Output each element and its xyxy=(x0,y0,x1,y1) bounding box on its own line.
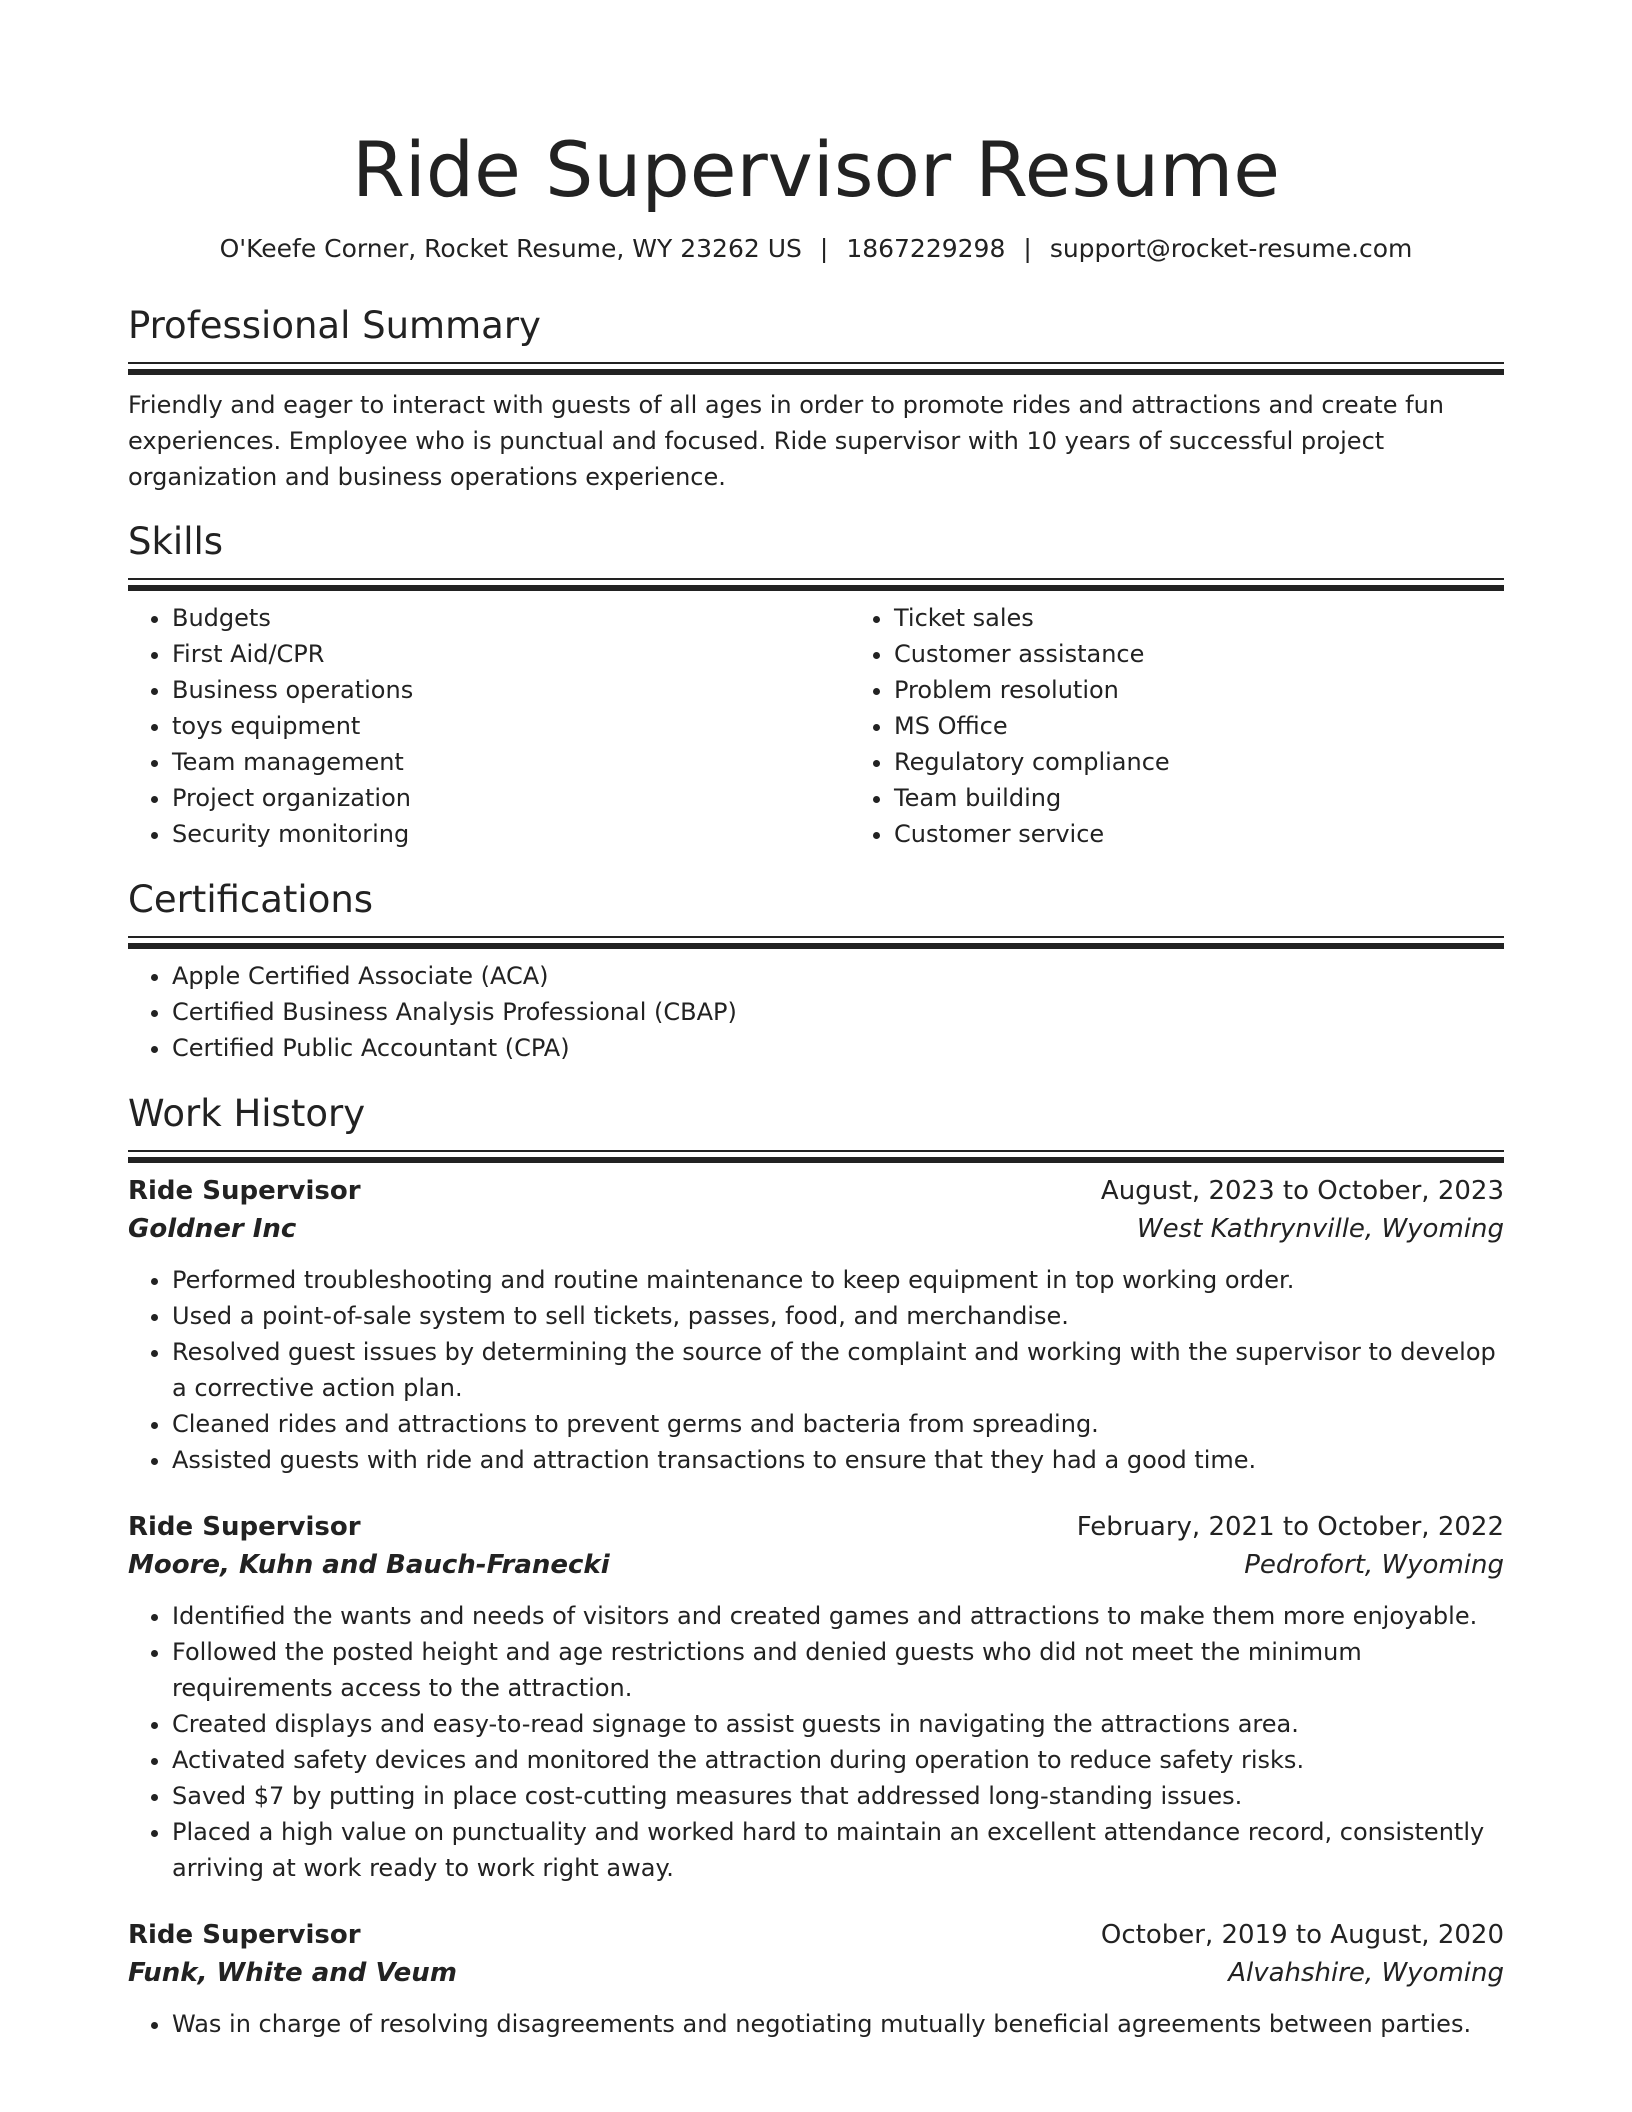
job-entry xyxy=(128,1916,1504,2042)
contact-separator: | xyxy=(819,234,829,263)
job-subheader xyxy=(128,1546,1504,1584)
skill-item: • toys equipment xyxy=(172,708,850,744)
summary-text: Friendly and eager to interact with guests of all ages in order to promote rides and attractions and create fun experiences. Employee who is punctual and focused. Ride supervisor with 10 years of successful project organization and business operations experience. xyxy=(128,391,1445,491)
job-subheader xyxy=(128,1210,1504,1248)
section-divider xyxy=(128,362,1504,374)
certifications-list xyxy=(128,958,1504,1066)
section-heading-skills: Skills xyxy=(128,520,224,563)
job-duty: • Assisted guests with ride and attraction transactions to ensure that they had a good time. xyxy=(172,1442,1504,1478)
section-divider xyxy=(128,936,1504,948)
job-duties xyxy=(128,2006,1504,2042)
job-duty: • Cleaned rides and attractions to prevent germs and bacteria from spreading. xyxy=(172,1406,1504,1442)
skill-item: • Regulatory compliance xyxy=(894,744,1572,780)
section-heading-summary: Professional Summary xyxy=(128,304,541,347)
job-duty: • Was in charge of resolving disagreements and negotiating mutually beneficial agreements between parties. xyxy=(172,2006,1504,2042)
section-heading-work-history: Work History xyxy=(128,1092,366,1135)
skill-item: • Business operations xyxy=(172,672,850,708)
job-duty: • Resolved guest issues by determining the source of the complaint and working with the supervisor to develop a corrective action plan. xyxy=(172,1334,1504,1406)
job-duties xyxy=(128,1598,1504,1886)
skill-item: • First Aid/CPR xyxy=(172,636,850,672)
summary-section xyxy=(128,302,1504,495)
job-duty: • Saved $7 by putting in place cost-cutting measures that addressed long-standing issues. xyxy=(172,1778,1504,1814)
job-subheader xyxy=(128,1954,1504,1992)
section-divider xyxy=(128,1150,1504,1162)
job-header xyxy=(128,1508,1504,1546)
job-dates: February, 2021 to October, 2022 xyxy=(1076,1512,1504,1542)
job-location: West Kathrynville, Wyoming xyxy=(1136,1214,1504,1244)
job-title: Ride Supervisor xyxy=(128,1176,361,1206)
certification-item: • Certified Business Analysis Professional (CBAP) xyxy=(172,994,1504,1030)
section-heading-certifications: Certifications xyxy=(128,878,374,921)
certification-item: • Certified Public Accountant (CPA) xyxy=(172,1030,1504,1066)
job-duty: • Performed troubleshooting and routine maintenance to keep equipment in top working order. xyxy=(172,1262,1504,1298)
skills-column-left xyxy=(128,600,850,852)
job-header xyxy=(128,1916,1504,1954)
contact-phone: 1867229298 xyxy=(846,234,1006,263)
job-location: Alvahshire, Wyoming xyxy=(1228,1958,1504,1988)
work-history-section xyxy=(128,1090,1504,2042)
job-company: Moore, Kuhn and Bauch-Franecki xyxy=(128,1550,610,1580)
resume-page xyxy=(128,0,1504,2042)
contact-line xyxy=(128,232,1504,266)
job-title: Ride Supervisor xyxy=(128,1512,361,1542)
job-location: Pedrofort, Wyoming xyxy=(1244,1550,1504,1580)
job-duty: • Activated safety devices and monitored the attraction during operation to reduce safety risks. xyxy=(172,1742,1504,1778)
contact-email[interactable]: support@rocket-resume.com xyxy=(1049,234,1413,263)
resume-title: Ride Supervisor Resume xyxy=(351,125,1281,214)
job-duty: • Followed the posted height and age restrictions and denied guests who did not meet the minimum requirements access to the attraction. xyxy=(172,1634,1504,1706)
job-duty: • Created displays and easy-to-read signage to assist guests in navigating the attractions area. xyxy=(172,1706,1504,1742)
skill-item: • Team building xyxy=(894,780,1572,816)
skill-item: • Project organization xyxy=(172,780,850,816)
skills-list xyxy=(128,600,1504,852)
job-header xyxy=(128,1172,1504,1210)
job-title: Ride Supervisor xyxy=(128,1920,361,1950)
job-company: Goldner Inc xyxy=(128,1214,297,1244)
job-entry xyxy=(128,1172,1504,1478)
skills-column-right xyxy=(850,600,1572,852)
skill-item: • Customer assistance xyxy=(894,636,1572,672)
certifications-section xyxy=(128,876,1504,1066)
skills-section xyxy=(128,518,1504,852)
job-company: Funk, White and Veum xyxy=(128,1958,457,1988)
skill-item: • Team management xyxy=(172,744,850,780)
certification-item: • Apple Certified Associate (ACA) xyxy=(172,958,1504,994)
skill-item: • MS Office xyxy=(894,708,1572,744)
skill-item: • Customer service xyxy=(894,816,1572,852)
skill-item: • Problem resolution xyxy=(894,672,1572,708)
contact-separator: | xyxy=(1023,234,1032,263)
job-duties xyxy=(128,1262,1504,1478)
job-dates: October, 2019 to August, 2020 xyxy=(1100,1920,1504,1950)
job-duty: • Used a point-of-sale system to sell tickets, passes, food, and merchandise. xyxy=(172,1298,1504,1334)
skill-item: • Security monitoring xyxy=(172,816,850,852)
skill-item: • Ticket sales xyxy=(894,600,1572,636)
job-entry xyxy=(128,1508,1504,1886)
job-duty: • Placed a high value on punctuality and worked hard to maintain an excellent attendance record, consistently arriving at work ready to work right away. xyxy=(172,1814,1504,1886)
skill-item: • Budgets xyxy=(172,600,850,636)
job-dates: August, 2023 to October, 2023 xyxy=(1100,1176,1504,1206)
section-divider xyxy=(128,578,1504,590)
job-duty: • Identified the wants and needs of visitors and created games and attractions to make them more enjoyable. xyxy=(172,1598,1504,1634)
contact-address: O'Keefe Corner, Rocket Resume, WY 23262 US xyxy=(219,234,802,263)
